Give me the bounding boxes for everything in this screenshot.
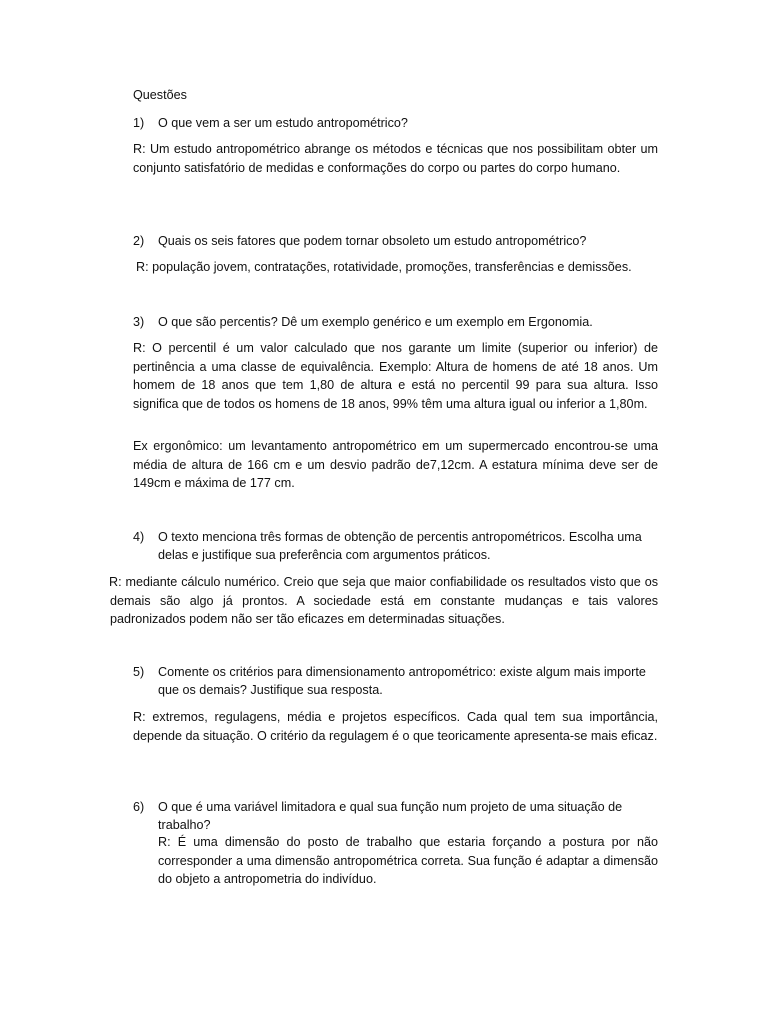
answer-3: R: O percentil é um valor calculado que nos garante um limite (superior ou inferior) de pertinência a uma classe de equivalência. Exemplo: Altura de homens de até 18 anos. Um homem de 18 anos que tem 1,80 de altura e está no percentil 99 para sua altura. Isso significa que de todos os homens de 18 anos, 99% têm uma altura igual ou inferior a 1,80m. bbox=[133, 341, 658, 411]
question-number: 1) bbox=[133, 116, 145, 130]
question-number: 3) bbox=[133, 315, 145, 329]
question-number: 6) bbox=[133, 800, 145, 814]
question-number: 2) bbox=[133, 234, 145, 248]
question-number: 4) bbox=[133, 530, 145, 544]
answer-2: R: população jovem, contratações, rotatividade, promoções, transferências e demissões. bbox=[136, 260, 632, 274]
answer-3-example: Ex ergonômico: um levantamento antropométrico em um supermercado encontrou-se uma média de altura de 166 cm e um desvio padrão de7,12cm. A estatura mínima deve ser de 149cm e máxima de 177 cm. bbox=[133, 439, 658, 490]
question-text: Quais os seis fatores que podem tornar obsoleto um estudo antropométrico? bbox=[158, 234, 587, 248]
question-text: Comente os critérios para dimensionamento antropométrico: existe algum mais importe que os demais? Justifique sua resposta. bbox=[158, 665, 646, 697]
answer-5: R: extremos, regulagens, média e projetos específicos. Cada qual tem sua importância, depende da situação. O critério da regulagem é o que teoricamente apresenta-se mais eficaz. bbox=[133, 710, 658, 743]
answer-4: R: mediante cálculo numérico. Creio que seja que maior confiabilidade os resultados visto que os demais são algo já prontos. A sociedade está em constante mudanças e tais valores padronizados podem não ser tão eficazes em determinadas situações. bbox=[109, 575, 658, 626]
question-text: O que vem a ser um estudo antropométrico? bbox=[158, 116, 408, 130]
question-text: O texto menciona três formas de obtenção de percentis antropométricos. Escolha uma delas e justifique sua preferência com argumentos práticos. bbox=[158, 530, 642, 562]
answer-1: R: Um estudo antropométrico abrange os métodos e técnicas que nos possibilitam obter um conjunto satisfatório de medidas e conformações do corpo ou partes do corpo humano. bbox=[133, 142, 658, 175]
page-title: Questões bbox=[133, 88, 187, 102]
question-text: O que são percentis? Dê um exemplo genérico e um exemplo em Ergonomia. bbox=[158, 315, 593, 329]
question-text: O que é uma variável limitadora e qual sua função num projeto de uma situação de trabalho? bbox=[158, 800, 623, 832]
question-number: 5) bbox=[133, 665, 145, 679]
answer-6: R: É uma dimensão do posto de trabalho que estaria forçando a postura por não corresponder a uma dimensão antropométrica correta. Sua função é adaptar a dimensão do objeto a antropometria do indivíduo. bbox=[158, 835, 658, 886]
